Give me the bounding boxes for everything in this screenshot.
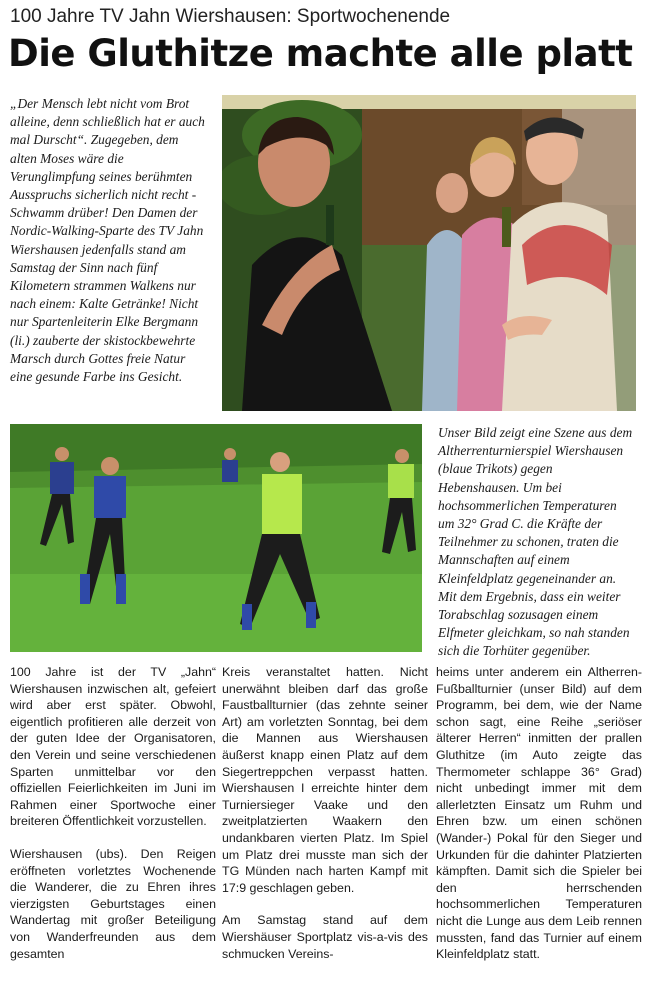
photo-caption-top: „Der Mensch lebt nicht vom Brot alleine, denn schließlich hat er auch mal Durscht“. Zugegeben, dem alten Moses wäre die Verunglimpfung seines berühmten Ausspruchs sicherlich nicht recht - Schwamm drüber! Den Damen der Nordic-Walking-Sparte des TV Jahn Wiershausen jedenfalls stand am Samstag der Sinn nach fünf Kilometern strammen Walkens nur nach einem: Kalte Getränke! Nicht nur Spartenleiterin Elke Bergmann (li.) zauberte der skistockbewehrte Marsch durch Gottes freie Natur eine gesunde Farbe ins Gesicht. xyxy=(10,96,205,385)
photo-football-match xyxy=(10,424,422,652)
article-headline: Die Gluthitze machte alle platt xyxy=(8,32,633,75)
text-column-2 xyxy=(222,664,428,978)
article-kicker: 100 Jahre TV Jahn Wiershausen: Sportwochenende xyxy=(10,6,451,27)
text-column-3 xyxy=(436,664,642,979)
column-1-paragraph-2: Wiershausen (ubs). Den Reigen eröffneten vorletztes Wochenende die Wanderer, die zu Ehren ihres vierzigsten Geburtstages einen Wandertag mit großer Beteiligung von Wanderfreunden aus dem gesamten xyxy=(10,846,216,961)
column-3-paragraph-1: heims unter anderem ein Altherren-Fußballturnier (unser Bild) auf dem Programm, bei dem, wie der Name schon sagt, eine Reihe „seriöser älterer Herren“ inmitten der prallen Gluthitze (im Auto zeigte das Thermometer schlappe 36° Grad) nicht unbedingt immer mit dem allerletzten Einsatz um Ruhm und Ehren bzw. um einen schönen (Wander-) Pokal für den Sieger und Urkunden für die dahinter Platzierten kämpften. Damit sich die Spieler bei den herrschenden hochsommerlichen Temperaturen nicht die Lunge aus dem Leib rennen mussten, fand das Turnier auf einem Kleinfeldplatz statt. xyxy=(436,665,642,962)
column-2-paragraph-2: Am Samstag stand auf dem Wiershäuser Sportplatz vis-a-vis des schmucken Vereins- xyxy=(222,913,428,961)
photo-nordic-walking-illustration xyxy=(222,95,636,411)
photo-football-match-illustration xyxy=(10,424,422,652)
photo-caption-bottom: Unser Bild zeigt eine Szene aus dem Altherrenturnierspiel Wiershausen (blaue Trikots) gegen Hebenshausen. Um bei hochsommerlichen Temperaturen um 32° Grad C. die Kräfte der Teilnehmer zu schonen, traten die Mannschaften auf einem Kleinfeldplatz gegeneinander an. Mit dem Ergebnis, dass ein weiter Torabschlag sozusagen einem Elfmeter gleichkam, so nah standen sich die Torhüter gegenüber. xyxy=(438,425,633,659)
text-column-1 xyxy=(10,664,216,978)
column-2-paragraph-1: Kreis veranstaltet hatten. Nicht unerwähnt bleiben darf das große Faustballturnier (das zehnte seiner Art) am vorletzten Sonntag, bei dem die Mannen aus Wiershausen äußerst knapp einen Platz auf dem Siegertreppchen verpasst hatten. Wiershausen I erreichte hinter dem Turniersieger Vaake und den zweitplatzierten Waakern den undankbaren vierten Platz. Im Spiel um Platz drei musste man sich der TG Münden nach harten Kampf mit 17:9 geschlagen geben. xyxy=(222,665,428,895)
photo-nordic-walking xyxy=(222,95,636,411)
column-1-paragraph-1: 100 Jahre ist der TV „Jahn“ Wiershausen inzwischen alt, gefeiert wird aber erst später. Obwohl, eigentlich profitieren alle derzeit von der guten Idee der Organisatoren, den Verein und seine verschiedenen Sparten unmittelbar vor den offiziellen Feierlichkeiten im Juni im Rahmen einer Sportwoche einer breiteren Öffentlichkeit vorzustellen. xyxy=(10,665,216,829)
